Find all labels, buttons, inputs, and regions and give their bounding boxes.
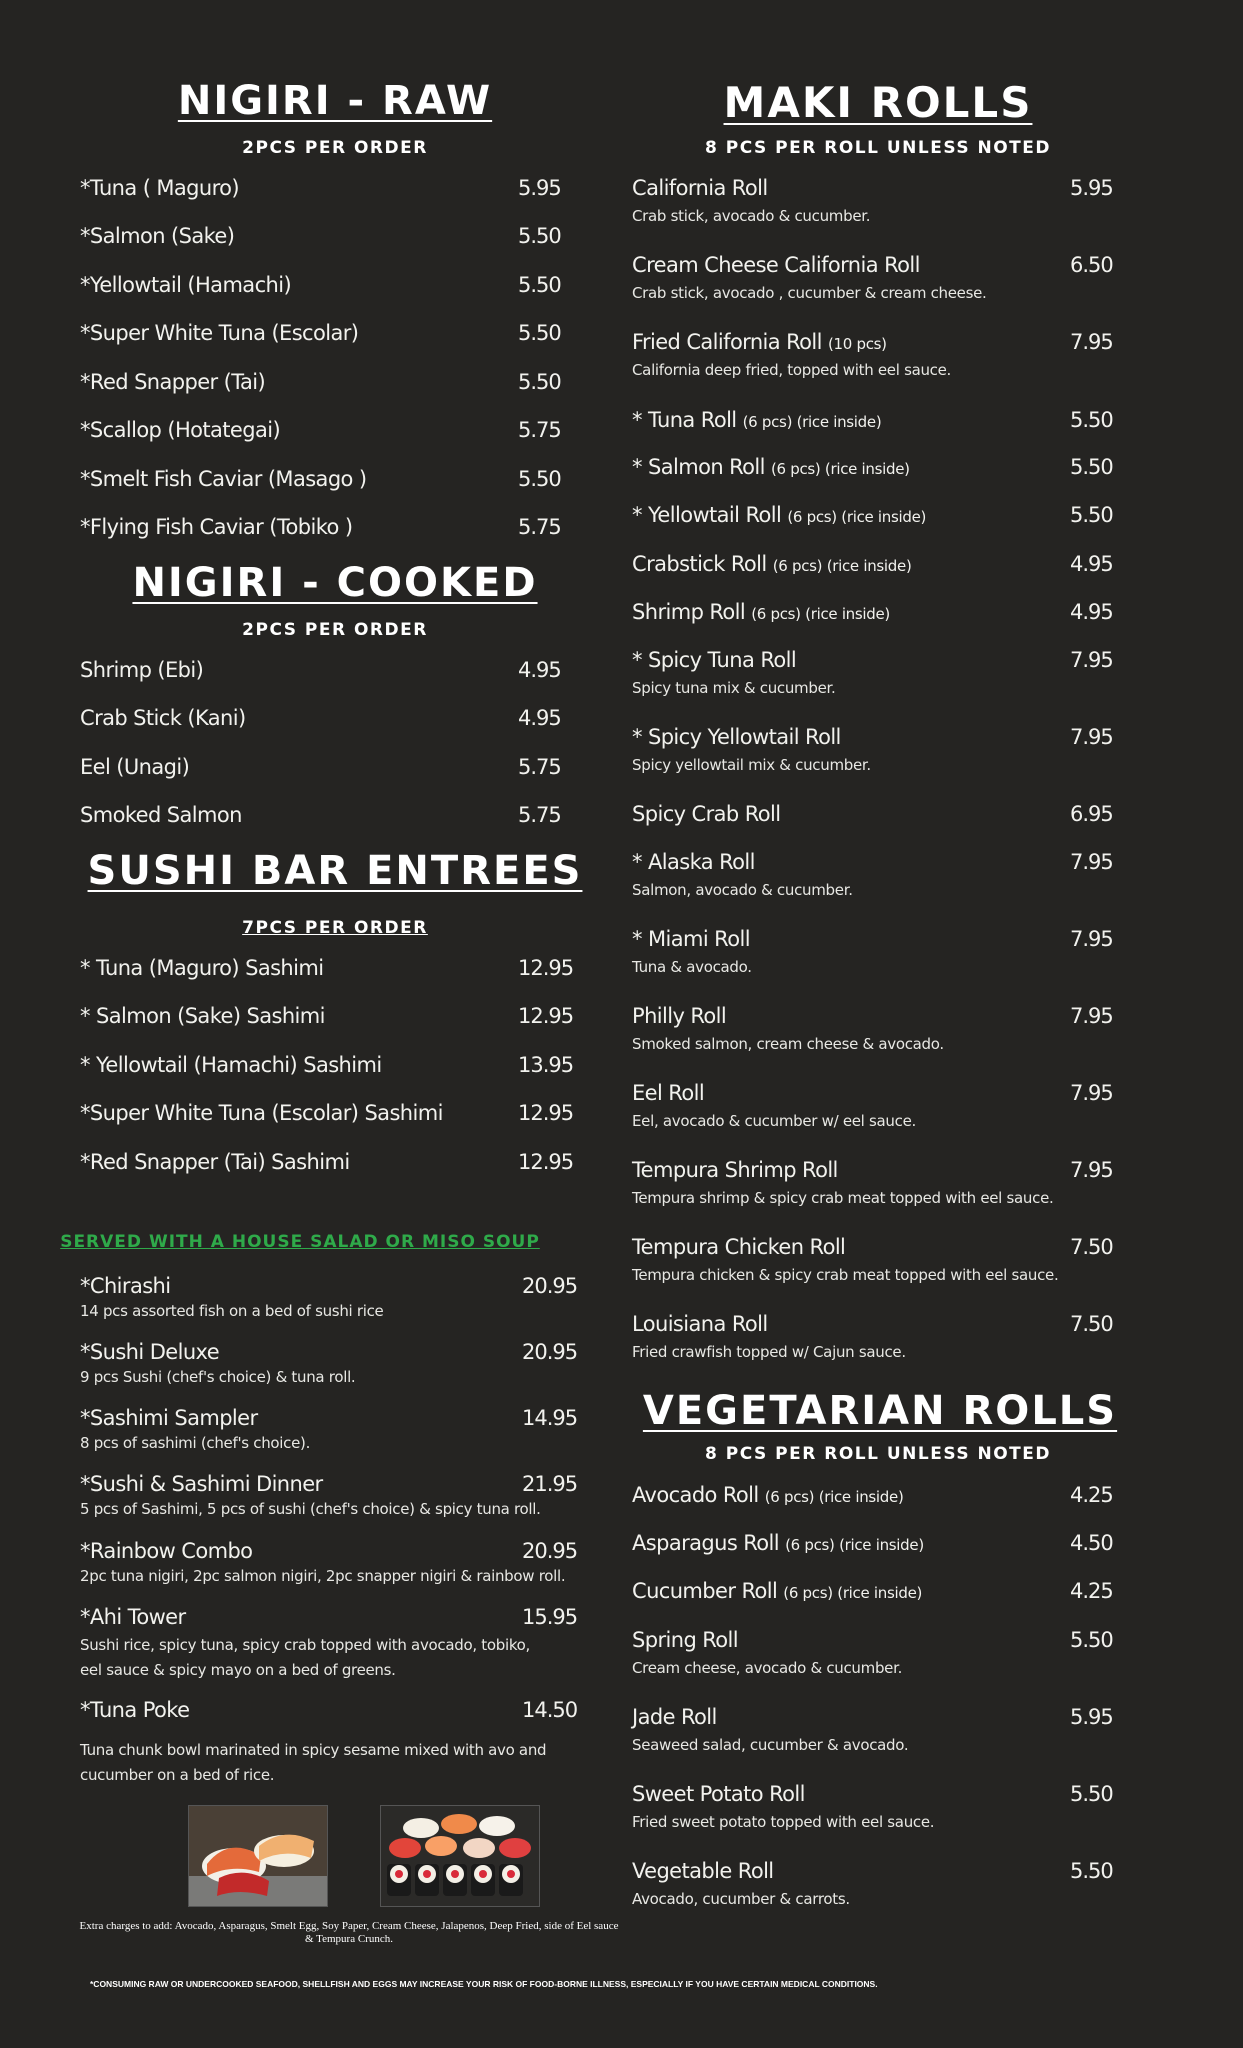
item-name-text: * Spicy Yellowtail Roll — [632, 725, 841, 749]
nigiri-photo — [188, 1805, 328, 1907]
item-name — [80, 1150, 350, 1174]
item-price: 13.95 — [518, 1053, 574, 1077]
item-name-text: Shrimp Roll — [632, 600, 746, 624]
item-price: 4.95 — [1070, 600, 1113, 624]
item-name-text: Tempura Shrimp Roll — [632, 1158, 838, 1182]
item-name — [632, 1081, 704, 1105]
item-price: 12.95 — [518, 1101, 574, 1125]
item-description: Sushi rice, spicy tuna, spicy crab topped with avocado, tobiko, eel sauce & spicy mayo on a bed of greens. — [80, 1636, 531, 1679]
item-name — [632, 600, 890, 624]
item-price: 4.95 — [1070, 552, 1113, 576]
item-name-text: Crabstick Roll — [632, 552, 767, 576]
item-name-text: Eel (Unagi) — [80, 755, 190, 779]
item-description: Tuna & avocado. — [632, 958, 752, 976]
nigiri-cooked-subtitle: 2PCS PER ORDER — [242, 620, 428, 640]
item-price: 20.95 — [522, 1340, 578, 1364]
item-name — [80, 1406, 258, 1430]
item-name-text: *Chirashi — [80, 1274, 171, 1298]
item-note: (10 pcs) — [827, 335, 887, 353]
item-name-text: *Red Snapper (Tai) — [80, 370, 266, 394]
item-name-text: *Tuna ( Maguro) — [80, 176, 240, 200]
item-name — [80, 224, 234, 248]
item-description: Spicy tuna mix & cucumber. — [632, 679, 836, 697]
item-name-text: *Red Snapper (Tai) Sashimi — [80, 1150, 350, 1174]
item-price: 12.95 — [518, 956, 574, 980]
item-name — [80, 1274, 171, 1298]
item-name-text: Asparagus Roll — [632, 1531, 780, 1555]
item-description: Salmon, avocado & cucumber. — [632, 881, 853, 899]
item-name — [632, 1579, 922, 1603]
item-name-text: Shrimp (Ebi) — [80, 658, 204, 682]
item-price: 5.50 — [1070, 1782, 1113, 1806]
item-name — [632, 552, 912, 576]
item-name — [632, 503, 926, 527]
item-price: 5.50 — [1070, 1628, 1113, 1652]
item-name-text: Avocado Roll — [632, 1483, 759, 1507]
item-price: 6.50 — [1070, 253, 1113, 277]
item-description: 14 pcs assorted fish on a bed of sushi rice — [80, 1302, 384, 1320]
item-price: 5.50 — [518, 370, 561, 394]
item-price: 4.25 — [1070, 1483, 1113, 1507]
item-price: 5.50 — [518, 467, 561, 491]
item-price: 5.75 — [518, 515, 561, 539]
item-name-text: *Flying Fish Caviar (Tobiko ) — [80, 515, 353, 539]
item-name-text: * Spicy Tuna Roll — [632, 648, 797, 672]
item-name-text: Smoked Salmon — [80, 803, 242, 827]
item-name-text: * Yellowtail Roll — [632, 503, 782, 527]
item-price: 7.50 — [1070, 1312, 1113, 1336]
item-name-text: Spicy Crab Roll — [632, 802, 781, 826]
nigiri-raw-title: NIGIRI - RAW — [177, 78, 493, 124]
item-price: 5.50 — [1070, 1859, 1113, 1883]
item-price: 12.95 — [518, 1150, 574, 1174]
maki-title: MAKI ROLLS — [723, 78, 1033, 127]
item-name — [80, 273, 291, 297]
item-price: 12.95 — [518, 1004, 574, 1028]
item-name — [80, 1605, 186, 1629]
item-name-text: Philly Roll — [632, 1004, 727, 1028]
item-price: 7.95 — [1070, 927, 1113, 951]
item-name — [80, 956, 323, 980]
item-name-text: *Salmon (Sake) — [80, 224, 235, 248]
item-name — [80, 467, 366, 491]
item-price: 7.95 — [1070, 648, 1113, 672]
item-price: 7.95 — [1070, 725, 1113, 749]
item-name — [632, 1235, 845, 1259]
item-note: (6 pcs) (rice inside) — [772, 557, 912, 575]
item-description: Fried sweet potato topped with eel sauce. — [632, 1813, 935, 1831]
item-name-text: *Sashimi Sampler — [80, 1406, 258, 1430]
item-name — [80, 1340, 219, 1364]
item-name — [632, 1628, 738, 1652]
item-name — [80, 803, 242, 827]
item-price: 5.75 — [518, 755, 561, 779]
extra-charges-note: Extra charges to add: Avocado, Asparagus, Smelt Egg, Soy Paper, Cream Cheese, Jalapenos, Deep Fried, side of Eel sauce & Tempura Crunch. — [79, 1920, 619, 1945]
item-name-text: * Tuna (Maguro) Sashimi — [80, 956, 324, 980]
item-name — [632, 648, 796, 672]
item-name-text: * Salmon (Sake) Sashimi — [80, 1004, 325, 1028]
item-name — [80, 370, 265, 394]
item-description: Crab stick, avocado & cucumber. — [632, 207, 871, 225]
item-name-text: *Sushi Deluxe — [80, 1340, 220, 1364]
nigiri-cooked-title: NIGIRI - COOKED — [132, 560, 538, 606]
item-note: (6 pcs) (rice inside) — [787, 508, 927, 526]
item-name-text: Louisiana Roll — [632, 1312, 768, 1336]
item-price: 5.50 — [518, 321, 561, 345]
item-note: (6 pcs) (rice inside) — [785, 1536, 924, 1554]
item-name — [632, 1859, 774, 1883]
item-name-text: California Roll — [632, 176, 768, 200]
item-name — [632, 850, 755, 874]
item-description: 5 pcs of Sashimi, 5 pcs of sushi (chef's choice) & spicy tuna roll. — [80, 1500, 541, 1518]
item-price: 4.95 — [518, 658, 561, 682]
item-name-text: *Super White Tuna (Escolar) Sashimi — [80, 1101, 443, 1125]
item-note: (6 pcs) (rice inside) — [783, 1584, 923, 1602]
item-name — [632, 1483, 904, 1507]
served-with-note: SERVED WITH A HOUSE SALAD OR MISO SOUP — [60, 1232, 540, 1252]
item-name — [80, 1472, 323, 1496]
item-price: 5.50 — [518, 273, 561, 297]
item-name-text: Crab Stick (Kani) — [80, 706, 246, 730]
item-name-text: *Sushi & Sashimi Dinner — [80, 1472, 323, 1496]
item-name — [80, 1698, 189, 1722]
item-price: 5.50 — [1070, 455, 1113, 479]
item-name — [632, 1004, 726, 1028]
health-disclaimer: *CONSUMING RAW OR UNDERCOOKED SEAFOOD, SHELLFISH AND EGGS MAY INCREASE YOUR RISK OF FOOD-BORNE ILLNESS, ESPECIALLY IF YOU HAVE CERTAIN MEDICAL CONDITIONS. — [90, 1979, 878, 1989]
item-name — [80, 1539, 252, 1563]
item-price: 7.50 — [1070, 1235, 1113, 1259]
item-price: 20.95 — [522, 1539, 578, 1563]
item-name — [632, 1782, 805, 1806]
item-price: 7.95 — [1070, 1081, 1113, 1105]
item-name-text: Sweet Potato Roll — [632, 1782, 805, 1806]
item-price: 14.50 — [522, 1698, 578, 1722]
item-price: 4.50 — [1070, 1531, 1113, 1555]
item-description: Tuna chunk bowl marinated in spicy sesame mixed with avo and cucumber on a bed of rice. — [80, 1741, 547, 1784]
item-description: Cream cheese, avocado & cucumber. — [632, 1659, 903, 1677]
item-name-text: * Tuna Roll — [632, 408, 737, 432]
item-description: Eel, avocado & cucumber w/ eel sauce. — [632, 1112, 916, 1130]
item-description: Tempura chicken & spicy crab meat topped with eel sauce. — [632, 1266, 1059, 1284]
item-name-text: Jade Roll — [632, 1705, 717, 1729]
item-price: 5.95 — [1070, 1705, 1113, 1729]
item-price: 7.95 — [1070, 1004, 1113, 1028]
item-name-text: *Ahi Tower — [80, 1605, 186, 1629]
item-name — [80, 706, 246, 730]
item-description: Crab stick, avocado , cucumber & cream cheese. — [632, 284, 987, 302]
veg-subtitle: 8 PCS PER ROLL UNLESS NOTED — [705, 1444, 1051, 1464]
veg-title: VEGETARIAN ROLLS — [642, 1388, 1118, 1434]
sushi-bar-subtitle: 7PCS PER ORDER — [242, 918, 428, 938]
item-name-text: Vegetable Roll — [632, 1859, 774, 1883]
item-name — [80, 755, 189, 779]
item-description: Fried crawfish topped w/ Cajun sauce. — [632, 1343, 906, 1361]
item-name — [632, 1158, 838, 1182]
item-price: 6.95 — [1070, 802, 1113, 826]
item-price: 5.75 — [518, 803, 561, 827]
item-name-text: * Yellowtail (Hamachi) Sashimi — [80, 1053, 382, 1077]
item-name — [632, 455, 910, 479]
item-name-text: * Salmon Roll — [632, 455, 765, 479]
item-name — [632, 1312, 768, 1336]
item-price: 5.50 — [518, 224, 561, 248]
item-name — [632, 725, 841, 749]
item-price: 7.95 — [1070, 330, 1113, 354]
item-name — [632, 253, 920, 277]
item-price: 15.95 — [522, 1605, 578, 1629]
item-name — [80, 1101, 443, 1125]
item-note: (6 pcs) (rice inside) — [764, 1488, 904, 1506]
item-price: 7.95 — [1070, 1158, 1113, 1182]
item-description: 2pc tuna nigiri, 2pc salmon nigiri, 2pc snapper nigiri & rainbow roll. — [80, 1567, 566, 1585]
item-name-text: *Super White Tuna (Escolar) — [80, 321, 359, 345]
item-price: 5.95 — [1070, 176, 1113, 200]
item-name — [80, 1053, 382, 1077]
item-description: 9 pcs Sushi (chef's choice) & tuna roll. — [80, 1368, 356, 1386]
item-description: Smoked salmon, cream cheese & avocado. — [632, 1035, 944, 1053]
nigiri-raw-subtitle: 2PCS PER ORDER — [242, 138, 428, 158]
item-price: 7.95 — [1070, 850, 1113, 874]
item-price: 14.95 — [522, 1406, 578, 1430]
item-name-text: *Tuna Poke — [80, 1698, 190, 1722]
item-price: 4.95 — [518, 706, 561, 730]
item-name — [80, 418, 280, 442]
item-description: Avocado, cucumber & carrots. — [632, 1890, 850, 1908]
item-note: (6 pcs) (rice inside) — [770, 460, 910, 478]
item-name-text: *Yellowtail (Hamachi) — [80, 273, 292, 297]
item-note: (6 pcs) (rice inside) — [742, 413, 882, 431]
item-name — [632, 330, 887, 354]
item-name — [80, 176, 239, 200]
item-name-text: Fried California Roll — [632, 330, 822, 354]
item-name-text: *Scallop (Hotategai) — [80, 418, 281, 442]
item-name — [80, 515, 352, 539]
maki-photo — [380, 1805, 540, 1907]
item-description: Seaweed salad, cucumber & avocado. — [632, 1736, 909, 1754]
item-name-text: Spring Roll — [632, 1628, 739, 1652]
item-name-text: *Smelt Fish Caviar (Masago ) — [80, 467, 367, 491]
item-price: 5.75 — [518, 418, 561, 442]
item-description: Spicy yellowtail mix & cucumber. — [632, 756, 871, 774]
item-description: California deep fried, topped with eel sauce. — [632, 361, 952, 379]
item-name-text: Eel Roll — [632, 1081, 705, 1105]
item-name — [632, 176, 768, 200]
item-description: 8 pcs of sashimi (chef's choice). — [80, 1434, 311, 1452]
item-price: 20.95 — [522, 1274, 578, 1298]
item-price: 5.50 — [1070, 408, 1113, 432]
item-price: 21.95 — [522, 1472, 578, 1496]
item-name — [632, 1705, 717, 1729]
item-name-text: Cucumber Roll — [632, 1579, 778, 1603]
item-note: (6 pcs) (rice inside) — [751, 605, 890, 623]
item-name — [632, 802, 780, 826]
item-price: 4.25 — [1070, 1579, 1113, 1603]
item-name — [80, 321, 358, 345]
maki-subtitle: 8 PCS PER ROLL UNLESS NOTED — [705, 138, 1051, 158]
item-name-text: * Alaska Roll — [632, 850, 755, 874]
item-name-text: Cream Cheese California Roll — [632, 253, 920, 277]
item-price: 5.50 — [1070, 503, 1113, 527]
item-price: 5.95 — [518, 176, 561, 200]
item-name-text: Tempura Chicken Roll — [632, 1235, 846, 1259]
item-name — [632, 408, 881, 432]
item-name-text: *Rainbow Combo — [80, 1539, 253, 1563]
item-name — [80, 658, 203, 682]
item-name-text: * Miami Roll — [632, 927, 750, 951]
item-name — [80, 1004, 325, 1028]
item-name — [632, 927, 750, 951]
item-name — [632, 1531, 924, 1555]
item-description: Tempura shrimp & spicy crab meat topped with eel sauce. — [632, 1189, 1054, 1207]
sushi-bar-title: SUSHI BAR ENTREES — [87, 848, 583, 894]
